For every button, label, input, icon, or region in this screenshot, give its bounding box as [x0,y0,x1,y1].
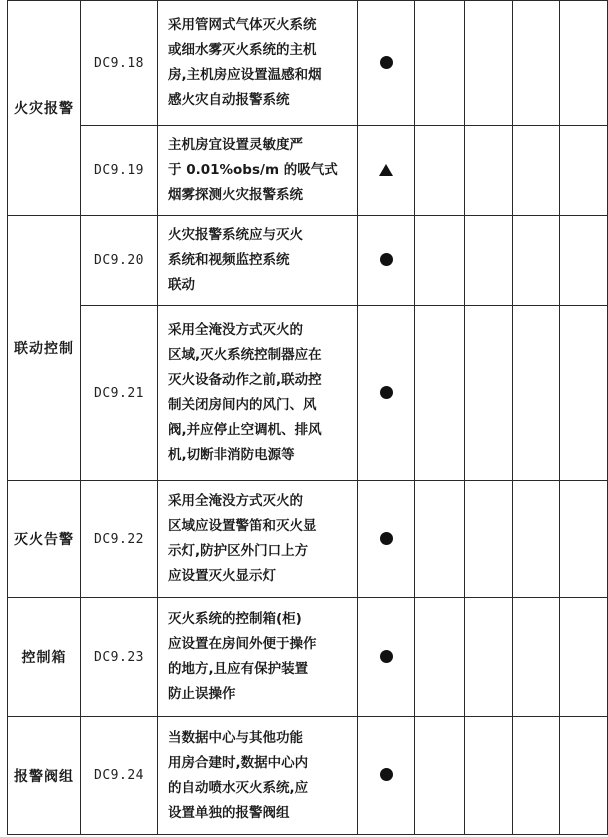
clause-code: DC9.21 [81,306,158,481]
empty-cell [560,598,608,717]
grade-cell [358,481,415,598]
empty-cell [513,216,560,306]
category-control-box: 控制箱 [8,598,81,717]
requirement-text: 灭火系统的控制箱(柜) 应设置在房间外便于操作 的地方,且应有保护装置 防止误操作 [158,598,358,717]
empty-cell [415,1,465,126]
empty-cell [560,481,608,598]
empty-cell [465,717,513,835]
filled-circle-icon [380,253,393,266]
filled-circle-icon [380,532,393,545]
grade-cell [358,598,415,717]
empty-cell [560,717,608,835]
category-linkage-control: 联动控制 [8,216,81,481]
grade-cell [358,1,415,126]
empty-cell [513,717,560,835]
empty-cell [415,126,465,216]
clause-code: DC9.18 [81,1,158,126]
empty-cell [465,1,513,126]
table-row [8,598,608,717]
empty-cell [560,126,608,216]
requirement-text: 采用管网式气体灭火系统 或细水雾灭火系统的主机 房,主机房应设置温感和烟 感火灾自动报警系统 [158,1,358,126]
requirement-text: 当数据中心与其他功能 用房合建时,数据中心内 的自动喷水灭火系统,应 设置单独的报警阀组 [158,717,358,835]
clause-code: DC9.20 [81,216,158,306]
table-row [8,306,608,481]
table-row [8,717,608,835]
table-row [8,216,608,306]
filled-circle-icon [380,56,393,69]
requirement-text: 采用全淹没方式灭火的 区域应设置警笛和灭火显 示灯,防护区外门口上方 应设置灭火显示灯 [158,481,358,598]
empty-cell [465,216,513,306]
empty-cell [415,481,465,598]
filled-circle-icon [380,650,393,663]
empty-cell [415,598,465,717]
empty-cell [513,126,560,216]
requirement-text: 采用全淹没方式灭火的 区域,灭火系统控制器应在 灭火设备动作之前,联动控 制关闭房间内的风门、风 阀,并应停止空调机、排风 机,切断非消防电源等 [158,306,358,481]
empty-cell [415,717,465,835]
empty-cell [465,481,513,598]
grade-cell [358,306,415,481]
empty-cell [465,598,513,717]
category-extinguish-alert: 灭火告警 [8,481,81,598]
empty-cell [415,306,465,481]
filled-circle-icon [380,386,393,399]
requirement-text: 主机房宜设置灵敏度严 于 0.01%obs/m 的吸气式 烟雾探测火灾报警系统 [158,126,358,216]
category-alarm-valve: 报警阀组 [8,717,81,835]
empty-cell [513,1,560,126]
empty-cell [513,598,560,717]
empty-cell [465,126,513,216]
empty-cell [560,1,608,126]
filled-circle-icon [380,768,393,781]
empty-cell [513,306,560,481]
table-row [8,126,608,216]
triangle-icon [379,164,393,176]
requirement-text: 火灾报警系统应与灭火 系统和视频监控系统 联动 [158,216,358,306]
grade-cell [358,126,415,216]
table-row [8,1,608,126]
clause-code: DC9.24 [81,717,158,835]
empty-cell [560,216,608,306]
clause-code: DC9.19 [81,126,158,216]
table-row [8,481,608,598]
empty-cell [415,216,465,306]
empty-cell [465,306,513,481]
empty-cell [513,481,560,598]
category-fire-alarm: 火灾报警 [8,1,81,216]
clause-code: DC9.22 [81,481,158,598]
empty-cell [560,306,608,481]
grade-cell [358,717,415,835]
clause-code: DC9.23 [81,598,158,717]
grade-cell [358,216,415,306]
requirements-table [7,0,608,835]
